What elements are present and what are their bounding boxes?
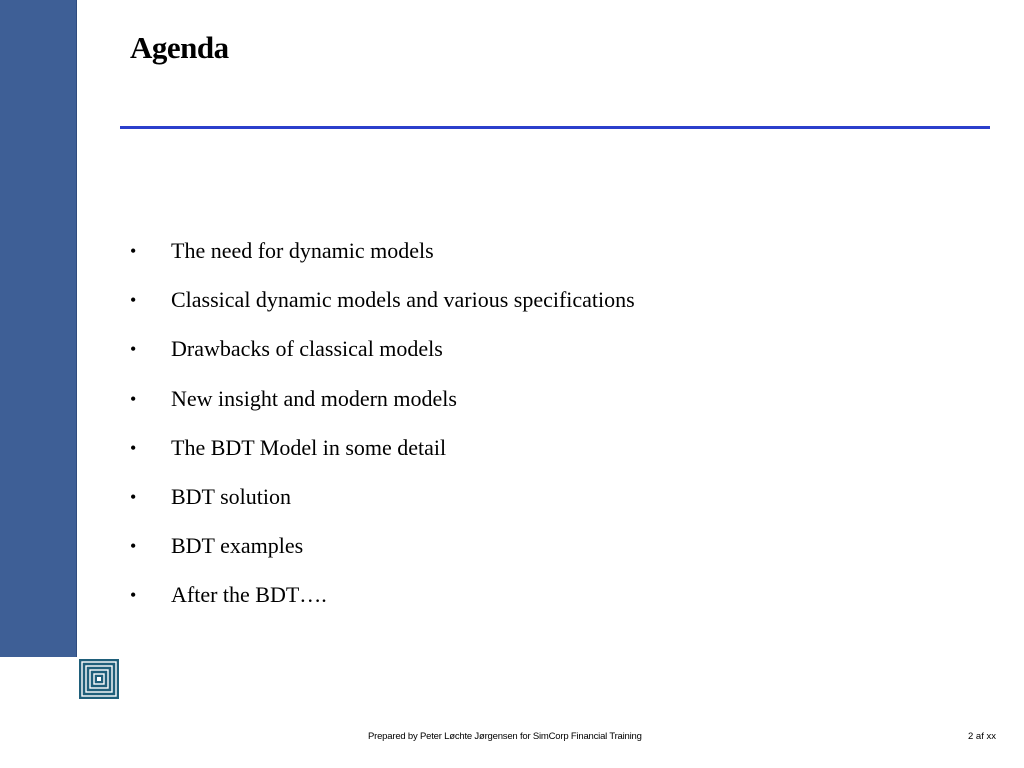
simcorp-logo-icon [79,659,119,699]
page-number: 2 af xx [968,731,996,742]
bullet-marker: • [130,437,137,458]
agenda-item-text: The need for dynamic models [171,238,434,263]
bullet-marker: • [130,339,137,360]
bullet-marker: • [130,536,137,557]
title-divider [120,126,990,129]
agenda-item-text: New insight and modern models [171,385,457,411]
agenda-item-text: After the BDT…. [171,582,327,608]
agenda-item-text: The BDT Model in some detail [171,434,447,460]
agenda-item-text: BDT examples [171,533,304,559]
left-sidebar-band [0,0,77,657]
bullet-marker: • [130,585,137,606]
bullet-marker: • [130,486,137,507]
bullet-marker: • [130,241,137,261]
footer-credit: Prepared by Peter Løchte Jørgensen for SimCorp Financial Training [368,731,642,742]
agenda-item-text: Classical dynamic models and various specifications [171,287,635,313]
bullet-marker: • [130,388,137,409]
agenda-item-text: Drawbacks of classical models [171,336,443,362]
bullet-marker: • [130,290,137,311]
slide-title: Agenda [130,30,229,65]
agenda-item-text: BDT solution [171,483,292,509]
